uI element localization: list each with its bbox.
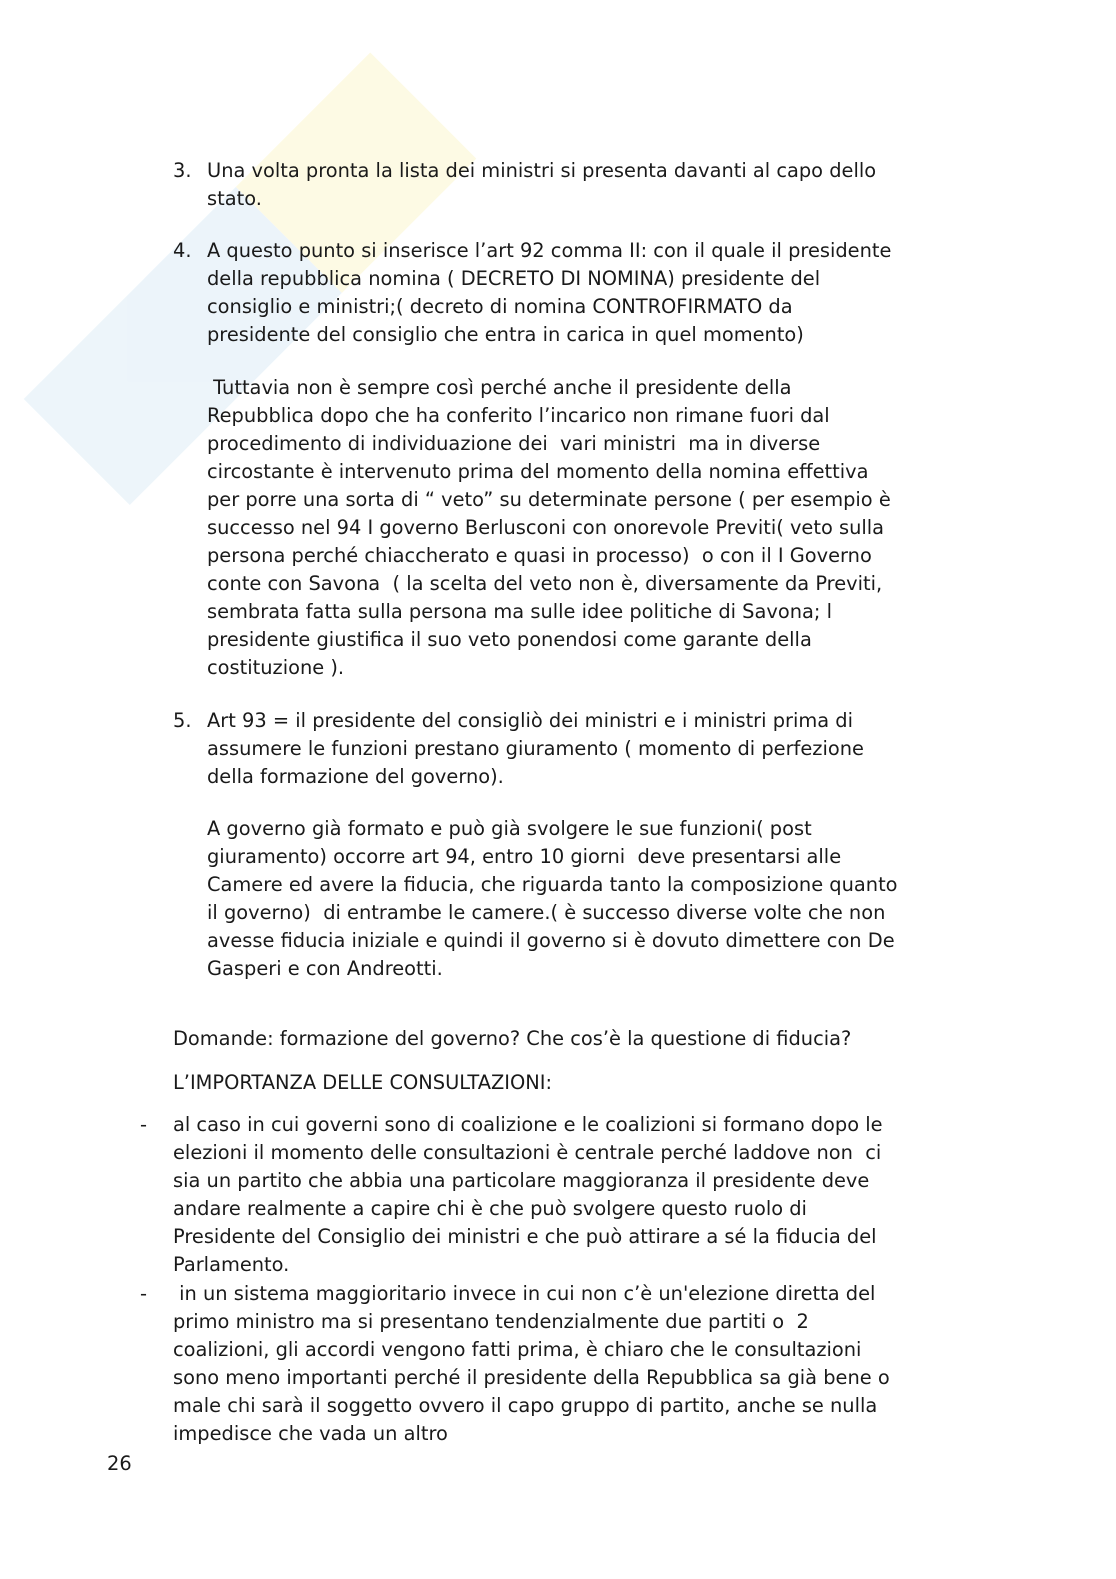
text-line: Domande: formazione del governo? Che cos’è la questione di fiducia? [173, 1027, 852, 1050]
text-line: stato. [207, 187, 262, 210]
bullet-coalizione [173, 1111, 883, 1279]
list-item-5 [207, 707, 864, 791]
list-item-4 [207, 237, 891, 349]
text-line: andare realmente a capire chi è che può svolgere questo ruolo di [173, 1197, 807, 1220]
list-marker: 5. [173, 709, 192, 732]
text-line: A questo punto si inserisce l’art 92 comma II: con il quale il presidente [207, 239, 892, 262]
text-line: conte con Savona ( la scelta del veto non è, diversamente da Previti, [207, 572, 883, 595]
text-line: Camere ed avere la fiducia, che riguarda tanto la composizione quanto [207, 873, 898, 896]
text-line: impedisce che vada un altro [173, 1422, 448, 1445]
text-line: circostante è intervenuto prima del momento della nomina effettiva [207, 460, 869, 483]
page-number: 26 [107, 1452, 132, 1475]
text-line: L’IMPORTANZA DELLE CONSULTAZIONI: [173, 1071, 553, 1094]
text-line: sia un partito che abbia una particolare maggioranza il presidente deve [173, 1169, 870, 1192]
bullet-maggioritario [173, 1280, 890, 1448]
text-line: costituzione ). [207, 656, 345, 679]
text-line: Presidente del Consiglio dei ministri e che può attirare a sé la fiducia del [173, 1225, 877, 1248]
section-heading [173, 1069, 552, 1097]
text-line: persona perché chiaccherato e quasi in processo) o con il I Governo [207, 544, 872, 567]
text-line: male chi sarà il soggetto ovvero il capo gruppo di partito, anche se nulla [173, 1394, 878, 1417]
text-line: coalizioni, gli accordi vengono fatti prima, è chiaro che le consultazioni [173, 1338, 862, 1361]
text-line: Parlamento. [173, 1253, 290, 1276]
text-line: successo nel 94 I governo Berlusconi con onorevole Previti( veto sulla [207, 516, 885, 539]
text-line: Tuttavia non è sempre così perché anche il presidente della [207, 376, 792, 399]
text-line: in un sistema maggioritario invece in cui non c’è un'elezione diretta del [173, 1282, 876, 1305]
text-line: della formazione del governo). [207, 765, 504, 788]
text-line: A governo già formato e può già svolgere le sue funzioni( post [207, 817, 812, 840]
text-line: presidente giustifica il suo veto ponendosi come garante della [207, 628, 812, 651]
text-line: per porre una sorta di “ veto” su determinate persone ( per esempio è [207, 488, 891, 511]
text-line: Repubblica dopo che ha conferito l’incarico non rimane fuori dal [207, 404, 830, 427]
list-item-3 [207, 157, 876, 213]
text-line: sono meno importanti perché il presidente della Repubblica sa già bene o [173, 1366, 890, 1389]
text-line: Una volta pronta la lista dei ministri si presenta davanti al capo dello [207, 159, 877, 182]
text-line: sembrata fatta sulla persona ma sulle idee politiche di Savona; l [207, 600, 832, 623]
text-line: elezioni il momento delle consultazioni è centrale perché laddove non ci [173, 1141, 882, 1164]
text-line: assumere le funzioni prestano giuramento ( momento di perfezione [207, 737, 864, 760]
text-line: Gasperi e con Andreotti. [207, 957, 443, 980]
text-line: Art 93 = il presidente del consigliò dei ministri e i ministri prima di [207, 709, 853, 732]
questions-line [173, 1025, 851, 1053]
text-line: primo ministro ma si presentano tendenzialmente due partiti o 2 [173, 1310, 809, 1333]
text-line: il governo) di entrambe le camere.( è successo diverse volte che non [207, 901, 886, 924]
list-marker: 4. [173, 239, 192, 262]
list-marker: 3. [173, 159, 192, 182]
text-line: procedimento di individuazione dei vari ministri ma in diverse [207, 432, 821, 455]
list-marker: - [140, 1282, 147, 1305]
text-line: della repubblica nomina ( DECRETO DI NOMINA) presidente del [207, 267, 821, 290]
paragraph-fiducia [207, 815, 898, 983]
text-line: al caso in cui governi sono di coalizione e le coalizioni si formano dopo le [173, 1113, 883, 1136]
text-line: avesse fiducia iniziale e quindi il governo si è dovuto dimettere con De [207, 929, 895, 952]
text-line: giuramento) occorre art 94, entro 10 giorni deve presentarsi alle [207, 845, 842, 868]
list-marker: - [140, 1113, 147, 1136]
text-line: presidente del consiglio che entra in carica in quel momento) [207, 323, 804, 346]
paragraph-veto [207, 374, 891, 682]
text-line: consiglio e ministri;( decreto di nomina CONTROFIRMATO da [207, 295, 793, 318]
